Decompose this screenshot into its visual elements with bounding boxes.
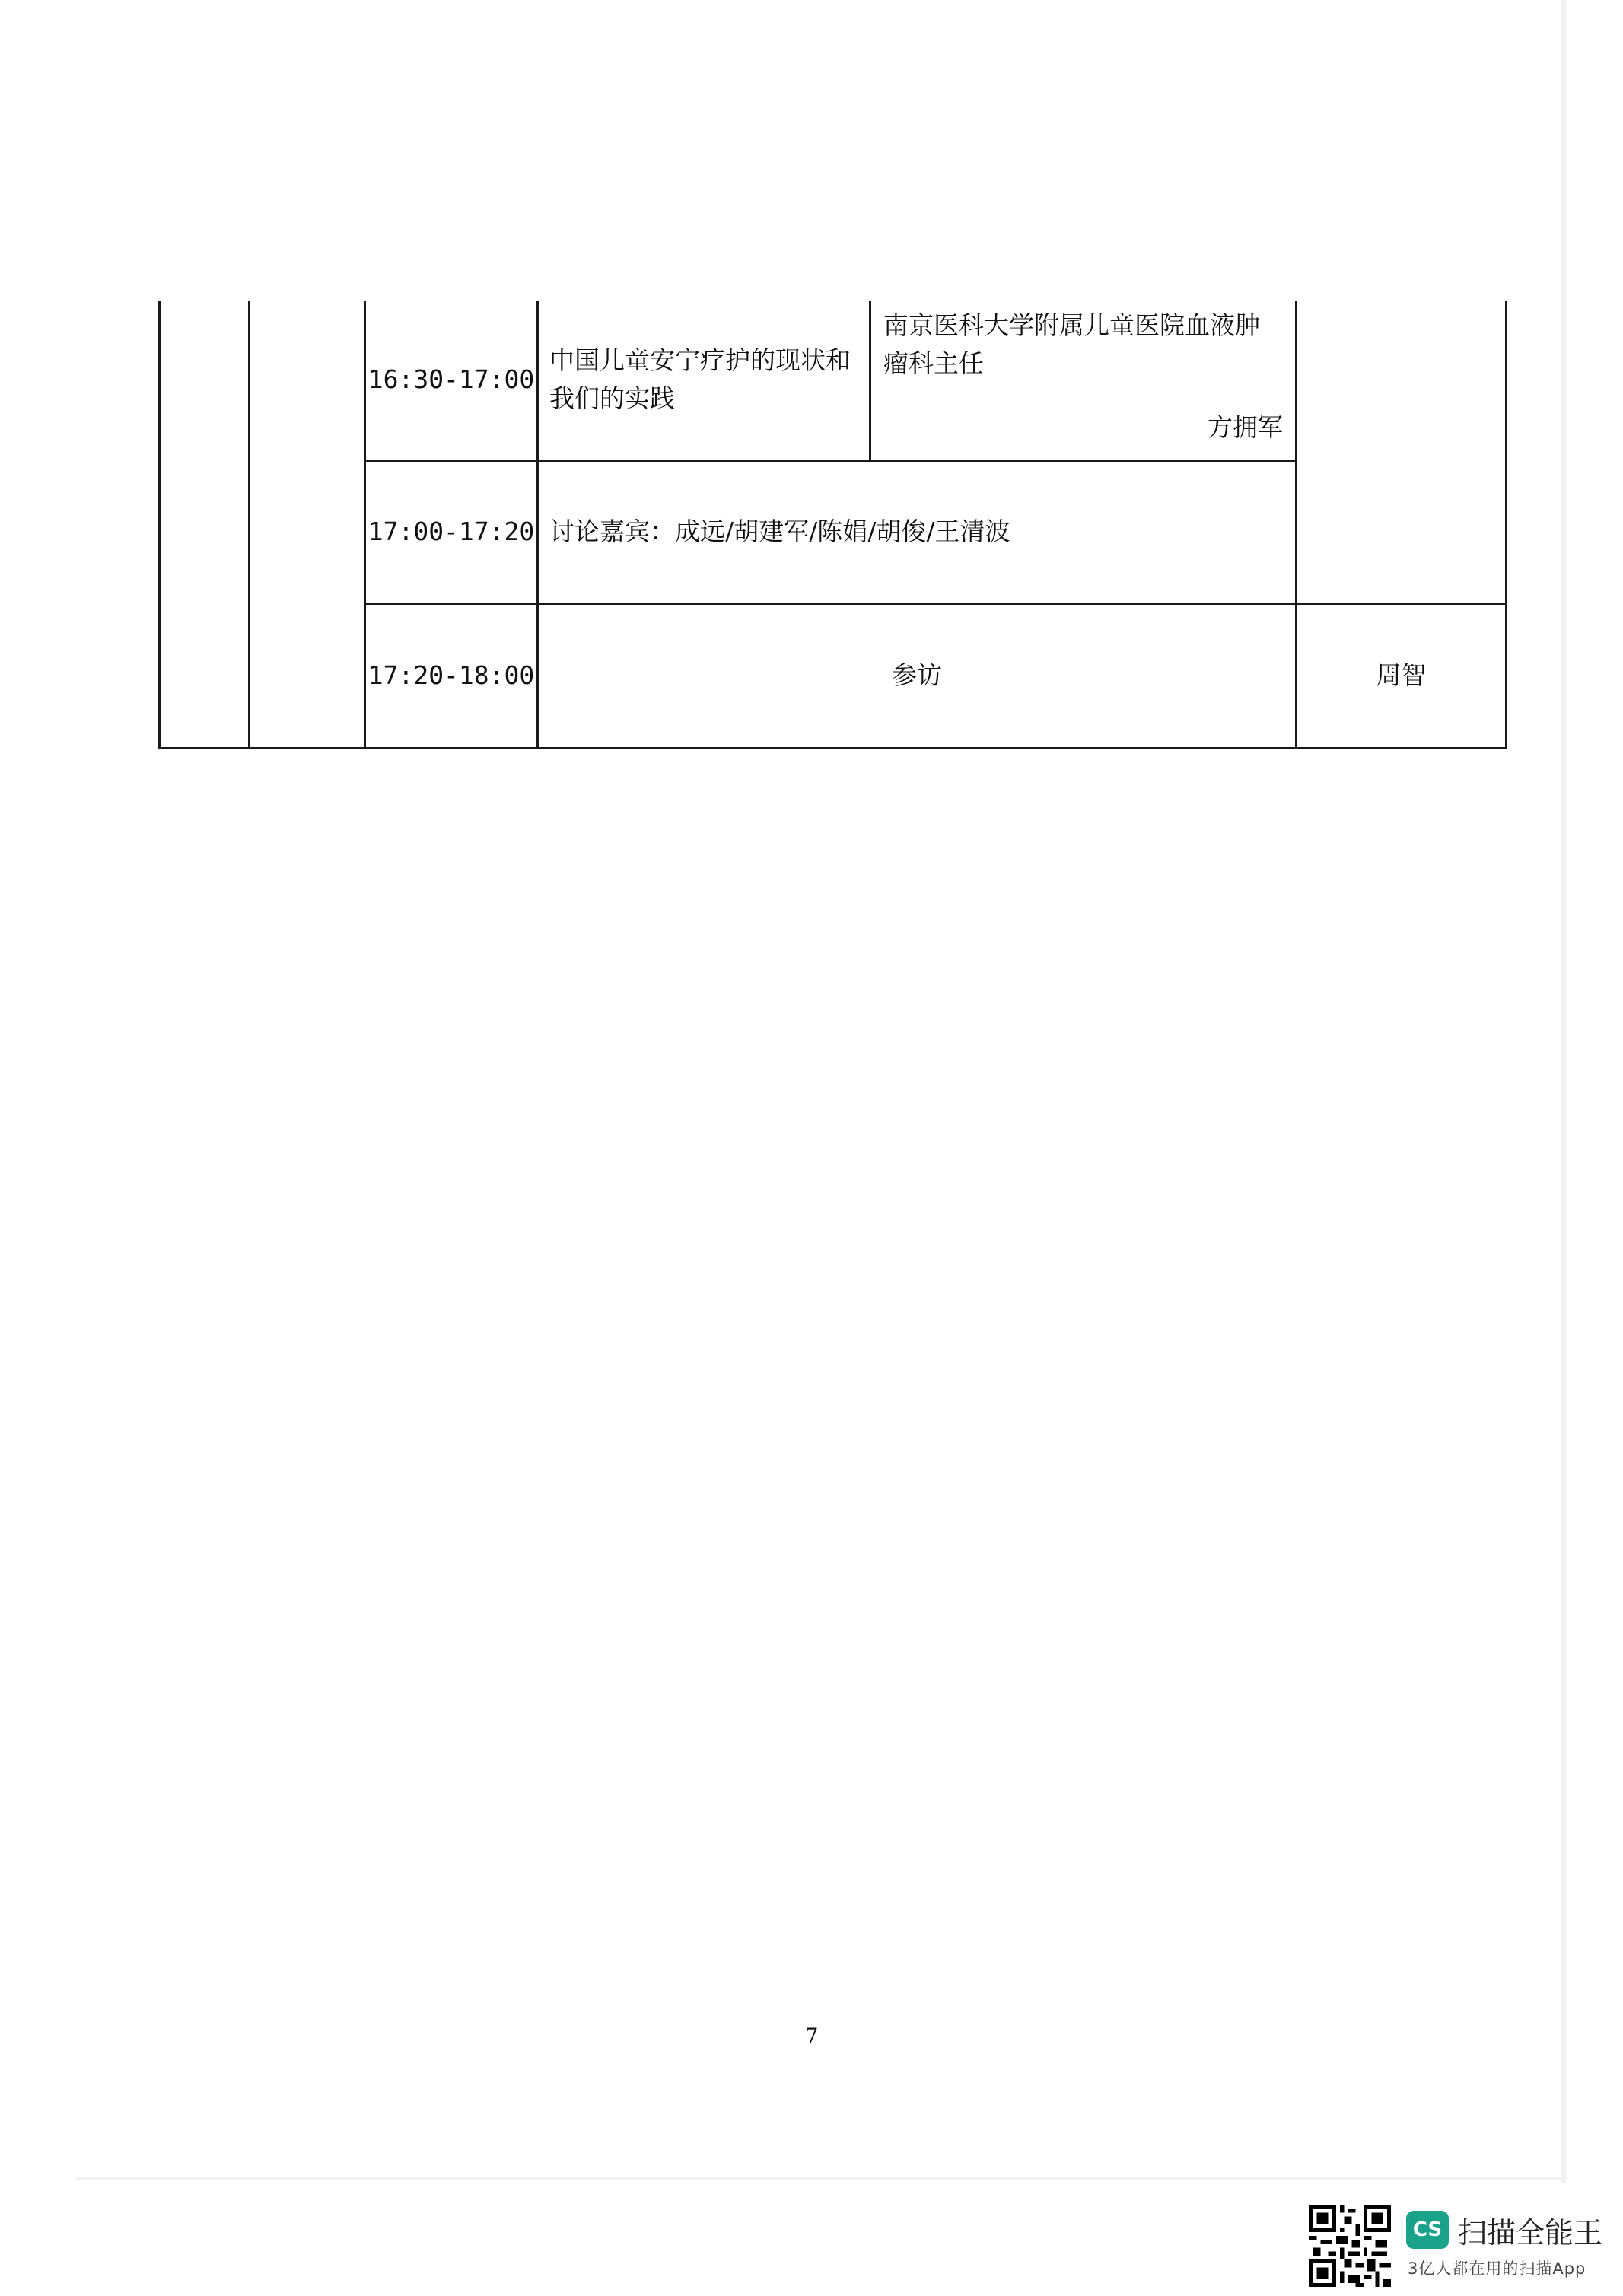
schedule-table — [158, 301, 1507, 749]
camscanner-app-name: 扫描全能王 — [1458, 2216, 1603, 2250]
topic-cell: 中国儿童安宁疗护的现状和我们的实践 — [538, 301, 870, 460]
merged-second-cell — [250, 301, 365, 748]
merged-left-cell — [160, 301, 250, 748]
host-cell: 周智 — [1297, 603, 1507, 748]
scan-edge-bottom — [76, 2177, 1567, 2180]
discussion-cell: 讨论嘉宾：成远/胡建军/陈娟/胡俊/王清波 — [538, 460, 1297, 603]
scanner-watermark — [1309, 2205, 1605, 2288]
host-cell — [1297, 301, 1507, 603]
time-cell: 17:00-17:20 — [365, 460, 538, 603]
speaker-cell — [870, 301, 1297, 460]
camscanner-logo: CS — [1406, 2211, 1449, 2249]
table-row — [160, 301, 1507, 460]
speaker-name: 方拥军 — [1208, 412, 1283, 442]
page-number: 7 — [804, 2024, 819, 2049]
scan-edge-right — [1561, 0, 1566, 2183]
camscanner-tagline: 3亿人都在用的扫描App — [1408, 2259, 1586, 2278]
qr-code-icon — [1309, 2205, 1391, 2287]
speaker-title: 南京医科大学附属儿童医院血液肿瘤科主任 — [883, 310, 1260, 378]
time-cell: 16:30-17:00 — [365, 301, 538, 460]
activity-cell: 参访 — [538, 603, 1297, 748]
time-cell: 17:20-18:00 — [365, 603, 538, 748]
